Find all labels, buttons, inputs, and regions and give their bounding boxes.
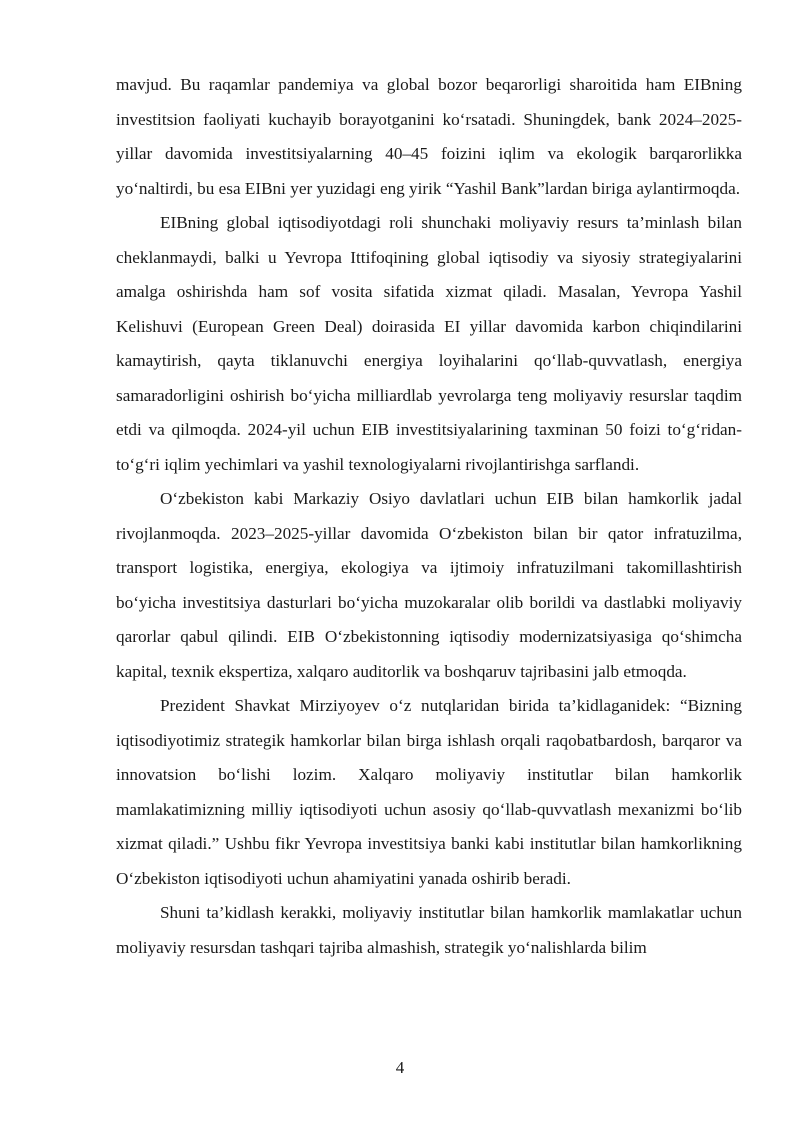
page-number: 4	[395, 1058, 405, 1077]
paragraph-president-quote: Prezident Shavkat Mirziyoyev o‘z nutqlaridan birida ta’kidlaganidek: “Bizning iqtisodiyotimiz strategik hamkorlar bilan birga ishlash orqali raqobatbardosh, barqaror va innovatsion bo‘lishi lozim. Xalqaro moliyaviy institutlar bilan hamkorlik mamlakatimizning milliy iqtisodiyoti uchun asosiy qo‘llab-quvvatlash mexanizmi bo‘lib xizmat qiladi.” Ushbu fikr Yevropa investitsiya banki kabi institutlar bilan hamkorlikning O‘zbekiston iqtisodiyoti uchun ahamiyatini yanada oshirib beradi.	[116, 696, 742, 888]
paragraph-uzbekistan-cooperation: O‘zbekiston kabi Markaziy Osiyo davlatlari uchun EIB bilan hamkorlik jadal rivojlanmoqda. 2023–2025-yillar davomida O‘zbekiston bilan bir qator infratuzilma, transport logistika, energiya, ekologiya va ijtimoiy infratuzilmani takomillashtirish bo‘yicha investitsiya dasturlari bo‘yicha muzokaralar olib borildi va dastlabki moliyaviy qarorlar qabul qilindi. EIB O‘zbekistonning iqtisodiy modernizatsiyasiga qo‘shimcha kapital, texnik ekspertiza, xalqaro auditorlik va boshqaruv tajribasini jalb etmoqda.	[116, 489, 742, 681]
paragraph-eib-global-role: EIBning global iqtisodiyotdagi roli shunchaki moliyaviy resurs ta’minlash bilan cheklanmaydi, balki u Yevropa Ittifoqining global iqtisodiy va siyosiy strategiyalarini amalga oshirishda ham sof vosita sifatida xizmat qiladi. Masalan, Yevropa Yashil Kelishuvi (European Green Deal) doirasida EI yillar davomida karbon chiqindilarini kamaytirish, qayta tiklanuvchi energiya loyihalarini qo‘llab-quvvatlash, energiya samaradorligini oshirish bo‘yicha milliardlab yevrolarga teng moliyaviy resurslar taqdim etdi va qilmoqda. 2024-yil uchun EIB investitsiyalarining taxminan 50 foizi to‘g‘ridan-to‘g‘ri iqlim yechimlari va yashil texnologiyalarni rivojlantirishga sarflandi.	[116, 213, 742, 474]
document-body	[116, 68, 742, 965]
paragraph-financial-institutions: Shuni ta’kidlash kerakki, moliyaviy institutlar bilan hamkorlik mamlakatlar uchun moliyaviy resursdan tashqari tajriba almashish, strategik yo‘nalishlarda bilim	[116, 903, 742, 957]
paragraph-continuation: mavjud. Bu raqamlar pandemiya va global bozor beqarorligi sharoitida ham EIBning investitsion faoliyati kuchayib borayotganini ko‘rsatadi. Shuningdek, bank 2024–2025-yillar davomida investitsiyalarning 40–45 foizini iqlim va ekologik barqarorlikka yo‘naltirdi, bu esa EIBni yer yuzidagi eng yirik “Yashil Bank”lardan biriga aylantirmoqda.	[116, 75, 742, 198]
